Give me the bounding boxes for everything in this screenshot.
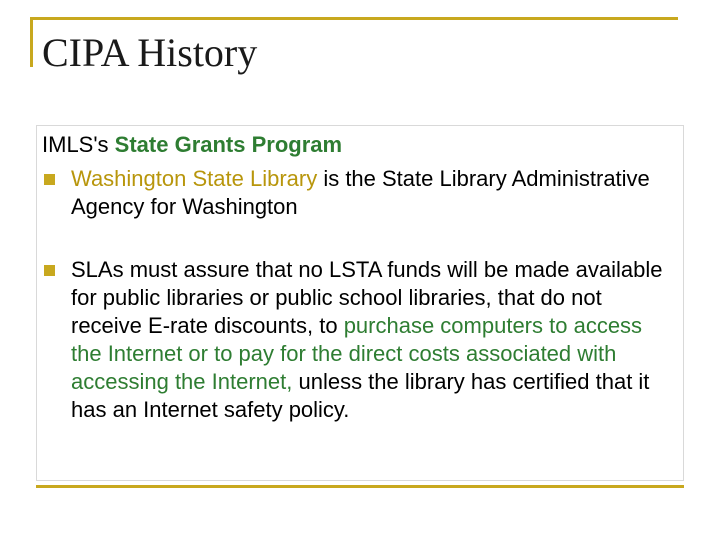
bullet-rest: is the State Library Administrative Agency for Washington <box>71 166 650 219</box>
square-bullet-icon <box>44 174 55 185</box>
bullet-item <box>42 256 682 424</box>
bullet-item <box>42 165 682 221</box>
heading-program-name: State Grants Program <box>114 132 343 157</box>
top-rule <box>30 17 678 20</box>
bullet-highlight: Washington State Library <box>71 166 318 191</box>
bullet-highlight: purchase computers to access the Internet or to pay for the direct costs associated with accessing the Internet, <box>71 313 643 394</box>
bullet-text <box>71 256 671 424</box>
bullet-part2: unless the library has certified that it has an Internet safety policy. <box>71 369 650 422</box>
bullet-text <box>71 165 671 221</box>
left-rule <box>30 17 33 67</box>
slide-title: CIPA History <box>42 30 258 75</box>
bottom-rule <box>36 485 684 488</box>
heading-prefix: IMLS's <box>42 132 115 157</box>
slide-heading <box>42 131 342 159</box>
bullet-part1: SLAs must assure that no LSTA funds will be made available for public libraries or public school libraries, that do not receive E-rate discounts, to <box>71 257 663 338</box>
square-bullet-icon <box>44 265 55 276</box>
